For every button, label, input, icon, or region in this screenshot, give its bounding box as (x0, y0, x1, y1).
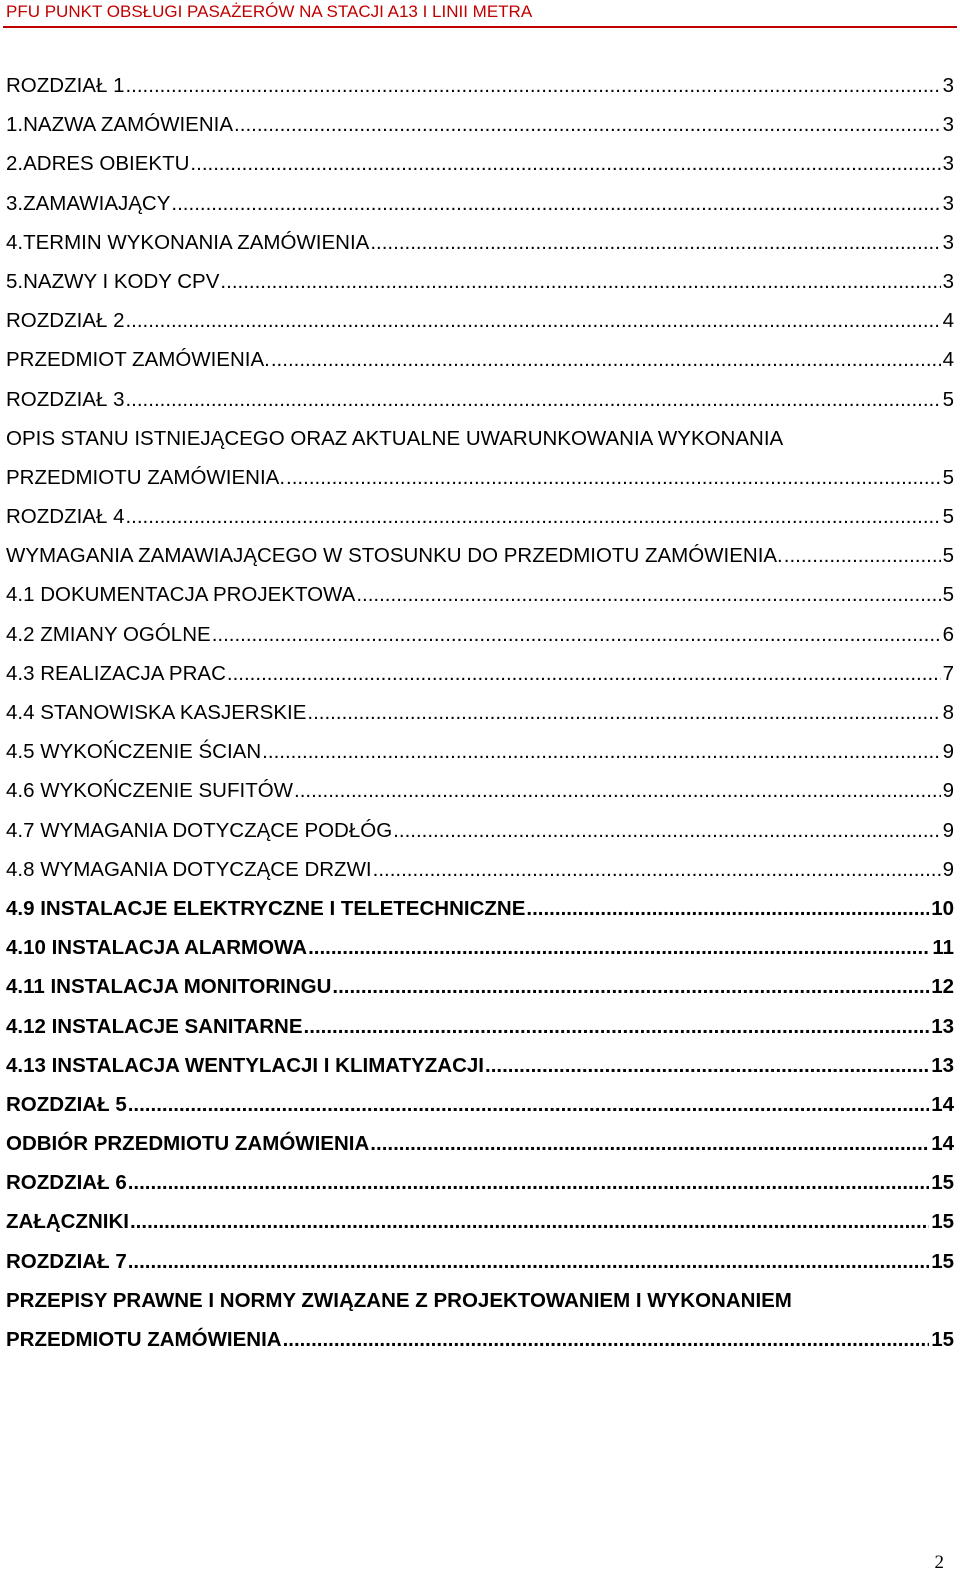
toc-entry-label: PRZEDMIOTU ZAMÓWIENIA (6, 1328, 282, 1351)
toc-entry-label: ROZDZIAŁ 6 (6, 1171, 127, 1195)
toc-entry-label: 4.12 INSTALACJE SANITARNE (6, 1014, 303, 1038)
toc-entry-row (6, 504, 954, 530)
toc-dot-leader (262, 739, 940, 765)
toc-entry-label: 4.TERMIN WYKONANIA ZAMÓWIENIA (6, 230, 370, 254)
toc-dot-leader (526, 896, 929, 922)
toc-entry-label: 4.7 WYMAGANIA DOTYCZĄCE PODŁÓG (6, 818, 393, 842)
toc-entry-label: ROZDZIAŁ 3 (6, 387, 125, 411)
toc-dot-leader (485, 1053, 929, 1079)
toc-entry-label: 4.4 STANOWISKA KASJERSKIE (6, 701, 307, 724)
toc-entry-row (6, 1209, 954, 1235)
toc-entry-page: 3 (942, 230, 954, 254)
toc-entry-page: 14 (931, 1132, 954, 1156)
toc-entry[interactable] (6, 308, 954, 334)
toc-dot-leader (190, 151, 940, 177)
toc-entry-row (6, 1249, 954, 1275)
toc-entry[interactable] (6, 700, 954, 726)
toc-entry-row (6, 974, 954, 1000)
toc-entry-row (6, 582, 954, 608)
table-of-contents (6, 73, 954, 1366)
toc-dot-leader (227, 661, 941, 687)
toc-entry-row (6, 191, 954, 217)
toc-entry-label: ROZDZIAŁ 7 (6, 1249, 127, 1273)
toc-entry-label: ODBIÓR PRZEDMIOTU ZAMÓWIENIA (6, 1132, 370, 1156)
toc-entry-page: 6 (942, 622, 954, 646)
toc-entry[interactable] (6, 582, 954, 608)
toc-entry-page: 3 (942, 74, 954, 97)
toc-entry-page: 3 (942, 191, 954, 215)
toc-entry-row (6, 1014, 954, 1040)
toc-entry-page: 3 (942, 113, 954, 137)
toc-entry-page: 11 (932, 936, 954, 960)
toc-entry-page: 9 (942, 818, 954, 842)
toc-entry-label: 4.6 WYKOŃCZENIE SUFITÓW (6, 779, 294, 803)
toc-entry-row (6, 935, 954, 961)
toc-entry[interactable] (6, 935, 954, 961)
toc-entry[interactable] (6, 112, 954, 138)
toc-entry[interactable] (6, 269, 954, 295)
toc-entry[interactable] (6, 661, 954, 687)
toc-entry-page: 4 (942, 348, 954, 372)
toc-entry-row (6, 151, 954, 177)
toc-entry[interactable] (6, 1053, 954, 1079)
toc-dot-leader (304, 1014, 930, 1040)
toc-entry-label: 4.10 INSTALACJA ALARMOWA (6, 936, 308, 960)
toc-dot-leader (125, 387, 940, 413)
toc-dot-leader (128, 1092, 929, 1118)
toc-entry-row (6, 1131, 954, 1157)
toc-entry-label: ZAŁĄCZNIKI (6, 1210, 129, 1234)
toc-dot-leader (307, 700, 940, 726)
toc-entry-label: 2.ADRES OBIEKTU (6, 152, 190, 176)
toc-entry-page: 13 (931, 1014, 954, 1038)
toc-dot-leader (370, 1131, 929, 1157)
toc-entry[interactable] (6, 1209, 954, 1235)
toc-entry-page: 15 (931, 1210, 954, 1234)
toc-entry-row (6, 1327, 954, 1353)
toc-dot-leader (370, 230, 940, 256)
toc-dot-leader (294, 778, 941, 804)
toc-entry-label: 4.13 INSTALACJA WENTYLACJI I KLIMATYZACJI (6, 1053, 484, 1077)
toc-entry-page: 3 (942, 269, 954, 293)
toc-entry[interactable] (6, 1249, 954, 1275)
toc-dot-leader (220, 269, 940, 295)
toc-entry-row (6, 1053, 954, 1079)
toc-entry[interactable] (6, 230, 954, 256)
toc-entry-label: 3.ZAMAWIAJĄCY (6, 191, 171, 215)
toc-entry-row (6, 778, 954, 804)
toc-entry[interactable] (6, 151, 954, 177)
toc-entry-row (6, 308, 954, 334)
toc-dot-leader (212, 622, 941, 648)
toc-entry-title-line: OPIS STANU ISTNIEJĄCEGO ORAZ AKTUALNE UWARUNKOWANIA WYKONANIA (6, 426, 784, 450)
toc-entry-row (6, 269, 954, 295)
toc-entry[interactable] (6, 347, 954, 373)
toc-entry-label: ROZDZIAŁ 4 (6, 505, 125, 529)
toc-entry-label: ROZDZIAŁ 2 (6, 309, 125, 333)
toc-entry[interactable] (6, 191, 954, 217)
toc-entry-label: 4.11 INSTALACJA MONITORINGU (6, 975, 332, 999)
toc-entry-page: 8 (942, 701, 954, 724)
toc-entry-row (6, 700, 954, 726)
toc-entry-page: 5 (942, 465, 954, 489)
toc-entry-row (6, 230, 954, 256)
toc-entry-page: 9 (942, 857, 954, 881)
toc-entry[interactable] (6, 426, 954, 491)
toc-dot-leader (373, 857, 941, 883)
toc-dot-leader (271, 347, 941, 373)
toc-dot-leader (784, 543, 941, 569)
toc-dot-leader (332, 974, 929, 1000)
page-header (3, 0, 957, 28)
toc-entry-label: WYMAGANIA ZAMAWIAJĄCEGO W STOSUNKU DO PRZEDMIOTU ZAMÓWIENIA. (6, 544, 783, 568)
toc-entry-page: 15 (931, 1249, 954, 1273)
toc-entry-page: 15 (931, 1171, 954, 1195)
toc-entry-label: ROZDZIAŁ 5 (6, 1092, 127, 1116)
toc-entry[interactable] (6, 896, 954, 922)
toc-dot-leader (128, 1249, 929, 1275)
toc-entry-row (6, 1170, 954, 1196)
toc-entry[interactable] (6, 818, 954, 844)
toc-dot-leader (130, 1209, 929, 1235)
toc-entry[interactable] (6, 1288, 954, 1353)
toc-entry-row (6, 543, 954, 569)
toc-entry-title-line: PRZEPISY PRAWNE I NORMY ZWIĄZANE Z PROJEKTOWANIEM I WYKONANIEM (6, 1288, 792, 1312)
toc-entry-label: 4.9 INSTALACJE ELEKTRYCZNE I TELETECHNICZNE (6, 896, 526, 920)
toc-entry[interactable] (6, 1131, 954, 1157)
toc-entry-page: 5 (942, 505, 954, 529)
toc-entry[interactable] (6, 73, 954, 99)
toc-entry-label: 4.5 WYKOŃCZENIE ŚCIAN (6, 740, 262, 764)
toc-entry-page: 13 (931, 1053, 954, 1077)
toc-entry-row (6, 465, 954, 491)
toc-entry-row (6, 896, 954, 922)
toc-entry[interactable] (6, 1014, 954, 1040)
toc-entry[interactable] (6, 974, 954, 1000)
toc-dot-leader (286, 465, 941, 491)
toc-entry-label: 4.2 ZMIANY OGÓLNE (6, 622, 211, 646)
toc-dot-leader (283, 1327, 930, 1353)
toc-entry-row (6, 112, 954, 138)
toc-entry-row (6, 857, 954, 883)
toc-entry-row (6, 818, 954, 844)
toc-dot-leader (125, 308, 940, 334)
toc-entry-label: 4.3 REALIZACJA PRAC (6, 661, 226, 685)
toc-entry-row (6, 622, 954, 648)
toc-entry-row (6, 387, 954, 413)
toc-dot-leader (234, 112, 941, 138)
toc-entry[interactable] (6, 778, 954, 804)
toc-entry-label: 1.NAZWA ZAMÓWIENIA (6, 113, 234, 137)
toc-entry-page: 5 (942, 387, 954, 411)
toc-entry-label: ROZDZIAŁ 1 (6, 74, 125, 97)
toc-entry-label: 4.8 WYMAGANIA DOTYCZĄCE DRZWI (6, 857, 372, 881)
toc-dot-leader (128, 1170, 929, 1196)
toc-entry-page: 9 (942, 740, 954, 764)
toc-entry[interactable] (6, 739, 954, 765)
toc-entry-row (6, 661, 954, 687)
toc-dot-leader (125, 504, 940, 530)
toc-entry[interactable] (6, 622, 954, 648)
toc-entry[interactable] (6, 1170, 954, 1196)
toc-entry[interactable] (6, 543, 954, 569)
toc-entry-page: 14 (931, 1092, 954, 1116)
toc-entry-page: 5 (942, 583, 954, 607)
toc-dot-leader (356, 582, 940, 608)
toc-entry-row (6, 1092, 954, 1118)
toc-dot-leader (393, 818, 940, 844)
toc-entry-row (6, 73, 954, 99)
toc-entry-page: 10 (931, 896, 954, 920)
toc-entry[interactable] (6, 387, 954, 413)
toc-dot-leader (125, 73, 940, 99)
toc-entry-page: 7 (942, 661, 954, 685)
toc-entry-row (6, 347, 954, 373)
toc-entry-row (6, 739, 954, 765)
toc-entry-page: 12 (931, 975, 954, 999)
toc-entry-label: PRZEDMIOT ZAMÓWIENIA. (6, 348, 270, 372)
toc-dot-leader (171, 191, 940, 217)
document-title: PFU PUNKT OBSŁUGI PASAŻERÓW NA STACJI A13 I LINII METRA (6, 2, 533, 21)
toc-entry[interactable] (6, 1092, 954, 1118)
toc-entry-label: 4.1 DOKUMENTACJA PROJEKTOWA (6, 583, 356, 607)
toc-entry-page: 5 (942, 544, 954, 568)
toc-entry-page: 9 (942, 779, 954, 803)
toc-entry-label: PRZEDMIOTU ZAMÓWIENIA. (6, 465, 286, 489)
toc-entry-page: 4 (942, 309, 954, 333)
page-number: 2 (934, 1552, 944, 1573)
toc-entry-label: 5.NAZWY I KODY CPV (6, 269, 220, 293)
toc-entry-page: 3 (942, 152, 954, 176)
toc-dot-leader (308, 935, 930, 961)
toc-entry-page: 15 (931, 1328, 954, 1351)
toc-entry[interactable] (6, 504, 954, 530)
toc-entry[interactable] (6, 857, 954, 883)
